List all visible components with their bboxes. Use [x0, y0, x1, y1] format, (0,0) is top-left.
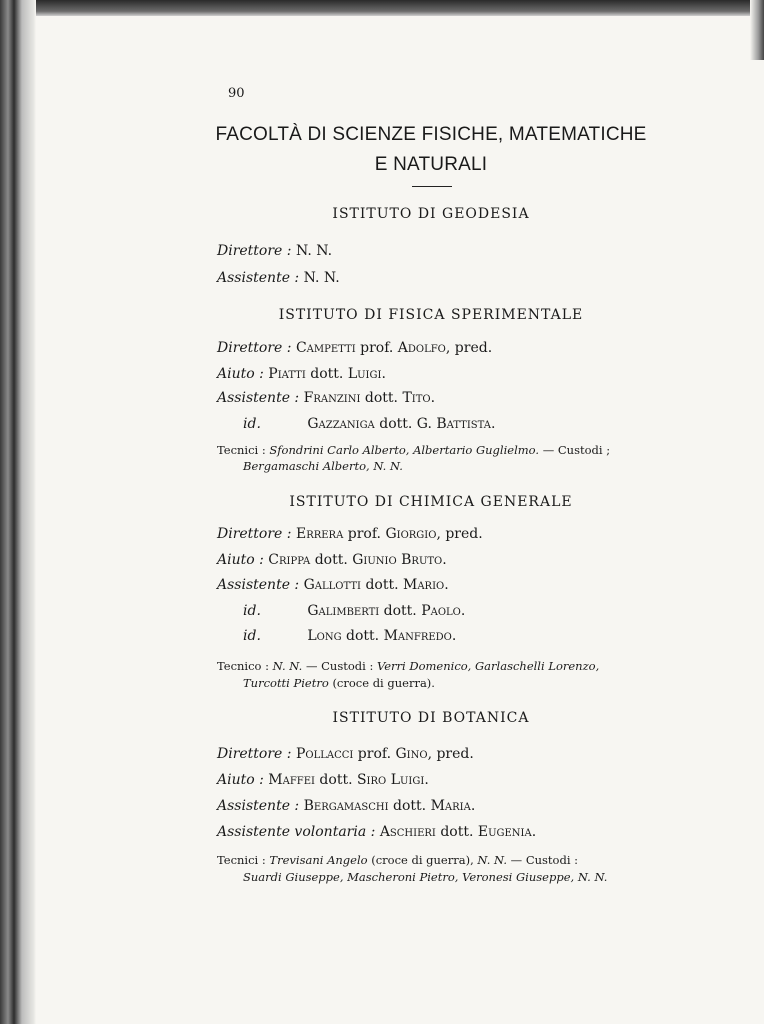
- chimica-aiuto: [217, 552, 447, 568]
- fisica-id: [243, 416, 495, 432]
- note-names: Bergamaschi Alberto, N. N.: [243, 459, 403, 473]
- botanica-note: [217, 853, 578, 867]
- section-heading-fisica: ISTITUTO DI FISICA SPERIMENTALE: [278, 307, 584, 323]
- section-heading-geodesia: ISTITUTO DI GEODESIA: [332, 206, 530, 222]
- title: dott.: [383, 603, 417, 619]
- first-name: Giunio Bruto: [352, 552, 443, 568]
- title: dott.: [314, 552, 348, 568]
- note-names: Sfondrini Carlo Alberto, Albertario Guglielmo.: [269, 443, 540, 457]
- title: dott.: [346, 628, 380, 644]
- suffix: , pred.: [445, 340, 493, 356]
- title: dott.: [365, 577, 399, 593]
- first-name: Luigi: [347, 366, 382, 382]
- title: dott.: [393, 798, 427, 814]
- botanica-assistente-volontaria: [217, 824, 536, 840]
- surname: Piatti: [268, 366, 306, 382]
- surname: Pollacci: [295, 746, 354, 762]
- fisica-direttore: [217, 340, 492, 356]
- fisica-aiuto: [217, 366, 386, 382]
- role-label: Assistente :: [217, 798, 300, 814]
- botanica-note-cont: [243, 870, 607, 884]
- first-name: Siro Luigi: [356, 772, 425, 788]
- note-rest: (croce di guerra).: [332, 676, 435, 690]
- title: dott.: [310, 366, 344, 382]
- faculty-title-line2: E NATURALI: [374, 154, 488, 175]
- role-label: Direttore :: [217, 746, 292, 762]
- section-heading-chimica: ISTITUTO DI CHIMICA GENERALE: [289, 494, 573, 510]
- suffix: .: [460, 603, 466, 619]
- suffix: , pred.: [427, 746, 474, 762]
- suffix: .: [444, 577, 449, 593]
- geodesia-assistente: [217, 270, 340, 286]
- botanica-assistente: [217, 798, 475, 814]
- note-names: Verri Domenico, Garlaschelli Lorenzo,: [377, 659, 600, 673]
- role-label: Direttore :: [217, 526, 292, 542]
- first-name: Manfredo: [383, 628, 452, 644]
- title: prof.: [360, 340, 394, 356]
- title-rule: [412, 186, 452, 187]
- faculty-title-line1: FACOLTÀ DI SCIENZE FISICHE, MATEMATICHE: [215, 124, 647, 145]
- chimica-id-1: [243, 603, 465, 619]
- title: dott.: [364, 390, 398, 406]
- note-names: Trevisani Angelo: [269, 853, 368, 867]
- suffix: .: [451, 628, 457, 644]
- person: N. N.: [295, 243, 333, 259]
- title: prof.: [347, 526, 381, 542]
- first-name: Maria: [430, 798, 471, 814]
- title: prof.: [357, 746, 392, 762]
- book-spine-edge: [0, 0, 36, 1024]
- first-name: Adolfo: [397, 340, 446, 356]
- person: N. N.: [303, 270, 340, 286]
- first-name: Paolo: [421, 603, 461, 619]
- surname: Gazzaniga: [307, 416, 375, 432]
- suffix: .: [442, 552, 447, 568]
- role-label: Aiuto :: [217, 552, 264, 568]
- surname: Gallotti: [303, 577, 361, 593]
- surname: Maffei: [268, 772, 315, 788]
- note-label: Tecnici :: [217, 443, 266, 457]
- fisica-assistente: [217, 390, 435, 406]
- suffix: .: [430, 390, 436, 406]
- role-label: Assistente :: [217, 577, 300, 593]
- role-label: id.: [243, 628, 261, 644]
- title: dott.: [319, 772, 353, 788]
- chimica-assistente: [217, 577, 449, 593]
- role-label: Assistente :: [217, 270, 300, 286]
- first-name: Giorgio: [385, 526, 437, 542]
- note-nn: N. N.: [477, 853, 508, 867]
- role-label: id.: [243, 416, 261, 432]
- role-label: id.: [243, 603, 261, 619]
- suffix: .: [424, 772, 429, 788]
- suffix: .: [531, 824, 537, 840]
- surname: Errera: [295, 526, 344, 542]
- surname: Galimberti: [307, 603, 380, 619]
- page-number: 90: [228, 86, 245, 101]
- note-nn: N. N.: [272, 659, 303, 673]
- fisica-note: [217, 443, 610, 457]
- first-name: Tito: [402, 390, 431, 406]
- role-label: Assistente volontaria :: [217, 824, 376, 840]
- scan-right-edge: [750, 0, 764, 60]
- surname: Campetti: [295, 340, 356, 356]
- surname: Bergamaschi: [303, 798, 389, 814]
- note-mid: (croce di guerra),: [371, 853, 474, 867]
- geodesia-direttore: [217, 243, 332, 259]
- note-names: Turcotti Pietro: [243, 676, 329, 690]
- note-custodi: — Custodi :: [510, 853, 579, 867]
- note-label: Tecnico :: [217, 659, 270, 673]
- title: dott.: [379, 416, 413, 432]
- chimica-note-cont: [243, 676, 435, 690]
- note-custodi: — Custodi :: [305, 659, 374, 673]
- suffix: .: [381, 366, 386, 382]
- suffix: .: [491, 416, 496, 432]
- chimica-direttore: [217, 526, 483, 542]
- surname: Long: [307, 628, 342, 644]
- role-label: Aiuto :: [217, 772, 264, 788]
- fisica-note-cont: [243, 459, 403, 473]
- role-label: Direttore :: [217, 243, 292, 259]
- role-label: Aiuto :: [217, 366, 264, 382]
- role-label: Assistente :: [217, 390, 300, 406]
- surname: Crippa: [268, 552, 311, 568]
- surname: Aschieri: [379, 824, 436, 840]
- section-heading-botanica: ISTITUTO DI BOTANICA: [332, 710, 530, 726]
- note-names: Suardi Giuseppe, Mascheroni Pietro, Veronesi Giuseppe, N. N.: [243, 870, 608, 884]
- title: dott.: [440, 824, 474, 840]
- botanica-direttore: [217, 746, 474, 762]
- first-name: Eugenia: [477, 824, 532, 840]
- note-custodi: — Custodi ;: [542, 443, 611, 457]
- chimica-id-2: [243, 628, 456, 644]
- botanica-aiuto: [217, 772, 429, 788]
- first-name: Mario: [402, 577, 445, 593]
- note-label: Tecnici :: [217, 853, 266, 867]
- first-name: Gino: [395, 746, 428, 762]
- scan-top-edge: [0, 0, 764, 16]
- chimica-note: [217, 659, 599, 673]
- suffix: , pred.: [436, 526, 483, 542]
- surname: Franzini: [303, 390, 361, 406]
- first-name: G. Battista: [416, 416, 491, 432]
- suffix: .: [470, 798, 476, 814]
- role-label: Direttore :: [217, 340, 292, 356]
